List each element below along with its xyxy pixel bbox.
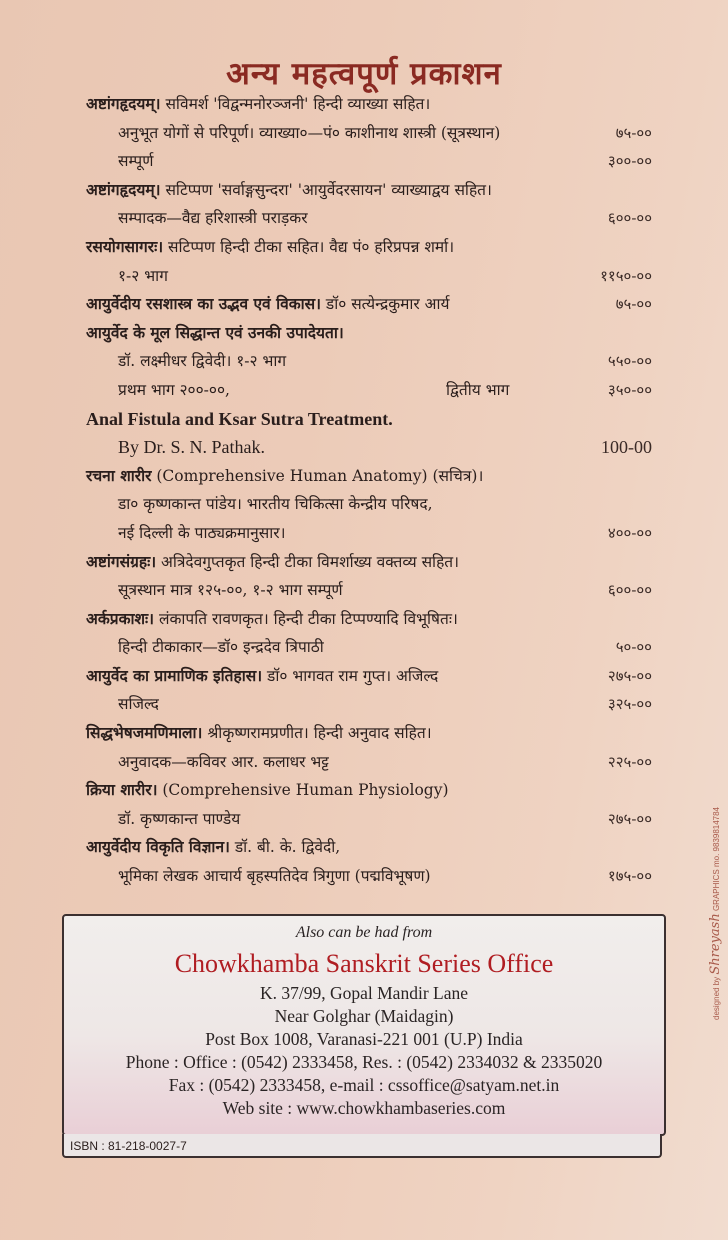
item-detail: लंकापति रावणकृत। हिन्दी टीका टिप्पण्यादि विभूषितः। (154, 609, 458, 628)
item-title: क्रिया शारीर। (86, 780, 158, 800)
item-title: अष्टांगहृदयम्। (86, 179, 161, 199)
item-detail-secondary: द्वितीय भाग (446, 380, 510, 399)
item-price: ३५०-०० (607, 380, 652, 399)
list-item (86, 90, 652, 119)
list-item (86, 776, 652, 805)
item-price: २७५-०० (607, 809, 652, 828)
publisher-box (62, 914, 666, 1136)
list-item (86, 319, 652, 348)
item-detail: श्रीकृष्णरामप्रणीत। हिन्दी अनुवाद सहित। (202, 724, 432, 743)
item-detail: By Dr. S. N. Pathak. (118, 437, 266, 458)
list-item (86, 633, 652, 662)
publication-list (86, 90, 652, 891)
item-title: रसयोगसागरः। (86, 236, 164, 256)
list-item (86, 262, 652, 291)
item-detail: सविमर्श 'विद्वन्मनोरञ्जनी' हिन्दी व्याख्या सहित। (160, 95, 431, 113)
item-price: ७५-०० (615, 295, 652, 314)
publisher-name: Chowkhamba Sanskrit Series Office (174, 949, 554, 978)
item-detail: डॉ. बी. के. द्विवेदी, (229, 838, 341, 857)
item-detail: १-२ भाग (118, 266, 168, 285)
item-detail: डॉ० भागवत राम गुप्त। अजिल्द (262, 666, 439, 685)
item-price: ५०-०० (615, 638, 652, 657)
list-item (86, 662, 652, 691)
credit-pre: designed by (712, 976, 721, 1020)
list-item (86, 690, 652, 719)
list-item (86, 233, 652, 262)
page-heading: अन्य महत्वपूर्ण प्रकाशन (226, 56, 502, 92)
item-detail: सजिल्द (118, 695, 159, 714)
item-price: ७५-०० (615, 123, 652, 142)
list-item (86, 748, 652, 777)
item-detail: अनुभूत योगों से परिपूर्ण। व्याख्या०—पं० काशीनाथ शास्त्री (सूत्रस्थान) (118, 123, 501, 142)
list-item (86, 548, 652, 577)
item-title: आयुर्वेद का प्रामाणिक इतिहास। (86, 665, 263, 685)
item-price: ११५०-०० (600, 266, 652, 285)
list-item (86, 719, 652, 748)
item-price: ३२५-०० (607, 695, 652, 714)
item-detail: प्रथम भाग २००-००, (118, 380, 230, 399)
item-price: ४००-०० (607, 523, 652, 542)
phone-line: Phone : Office : (0542) 2333458, Res. : (0542) 2334032 & 2335020 (125, 1052, 603, 1072)
item-title: Anal Fistula and Ksar Sutra Treatment. (86, 408, 393, 429)
list-item (86, 833, 652, 862)
item-detail: भूमिका लेखक आचार्य बृहस्पतिदेव त्रिगुणा (पद्मविभूषण) (118, 867, 431, 886)
item-title: आयुर्वेद के मूल सिद्धान्त एवं उनकी उपादेयता। (86, 322, 344, 342)
item-title: आयुर्वेदीय रसशास्त्र का उद्भव एवं विकास। (86, 294, 321, 314)
list-item (86, 605, 652, 634)
item-title: अर्कप्रकाशः। (86, 608, 155, 628)
list-item (86, 119, 652, 148)
list-item (86, 862, 652, 891)
list-item (86, 805, 652, 834)
item-detail: (Comprehensive Human Physiology) (157, 781, 449, 800)
item-detail: डॉ० सत्येन्द्रकुमार आर्य (320, 295, 450, 314)
item-title: अष्टांगहृदयम्। (86, 94, 161, 113)
address-line-1: K. 37/99, Gopal Mandir Lane (259, 983, 468, 1003)
item-detail: हिन्दी टीकाकार—डॉ० इन्द्रदेव त्रिपाठी (118, 638, 324, 657)
also-label: Also can be had from (295, 924, 433, 941)
list-item (86, 347, 652, 376)
fax-email-line: Fax : (0542) 2333458, e-mail : cssoffice@satyam.net.in (168, 1075, 560, 1095)
item-price: २७५-०० (607, 666, 652, 685)
credit-post: GRAPHICS mo. 9839814784 (712, 806, 721, 912)
item-detail: नई दिल्ली के पाठ्यक्रमानुसार। (118, 523, 286, 542)
address-line-3: Post Box 1008, Varanasi-221 001 (U.P) India (205, 1029, 523, 1049)
list-item (86, 147, 652, 176)
designer-credit (708, 740, 723, 1020)
list-item (86, 576, 652, 605)
item-detail: सूत्रस्थान मात्र १२५-००, १-२ भाग सम्पूर्ण (118, 581, 343, 600)
list-item (86, 376, 652, 405)
item-detail: (Comprehensive Human Anatomy) (सचित्र)। (151, 466, 484, 485)
list-item (86, 405, 652, 434)
item-detail: सम्पूर्ण (118, 152, 154, 171)
list-item (86, 290, 652, 319)
item-price: ३००-०० (607, 152, 652, 171)
item-detail: सम्पादक—वैद्य हरिशास्त्री पराड़कर (118, 209, 308, 228)
item-detail: डा० कृष्णकान्त पांडेय। भारतीय चिकित्सा केन्द्रीय परिषद, (118, 495, 433, 514)
list-item (86, 490, 652, 519)
list-item (86, 462, 652, 491)
item-detail: अत्रिदेवगुप्तकृत हिन्दी टीका विमर्शाख्य वक्तव्य सहित। (156, 552, 460, 571)
item-price: ६००-०० (607, 581, 652, 600)
item-detail: डॉ. लक्ष्मीधर द्विवेदी। १-२ भाग (118, 352, 287, 371)
isbn-label: ISBN : 81-218-0027-7 (62, 1134, 662, 1158)
item-price: ६००-०० (607, 209, 652, 228)
item-title: रचना शारीर (86, 465, 152, 485)
item-title: आयुर्वेदीय विकृति विज्ञान। (86, 837, 230, 857)
list-item (86, 204, 652, 233)
list-item (86, 519, 652, 548)
item-detail: सटिप्पण हिन्दी टीका सहित। वैद्य पं० हरिप्रपन्न शर्मा। (163, 237, 455, 256)
item-price: १७५-०० (607, 867, 652, 886)
item-price: 100-00 (601, 437, 652, 458)
item-title: अष्टांगसंग्रहः। (86, 551, 157, 571)
credit-signature: Shreyash (708, 913, 723, 975)
item-detail: अनुवादक—कविवर आर. कलाधर भट्ट (118, 752, 329, 771)
website-line: Web site : www.chowkhambaseries.com (222, 1098, 506, 1118)
list-item (86, 176, 652, 205)
item-price: ५५०-०० (607, 352, 652, 371)
list-item (86, 433, 652, 462)
address-line-2: Near Golghar (Maidagin) (274, 1006, 454, 1026)
item-price: २२५-०० (607, 752, 652, 771)
item-title: सिद्धभेषजमणिमाला। (86, 723, 203, 743)
item-detail: सटिप्पण 'सर्वाङ्गसुन्दरा' 'आयुर्वेदरसायन' व्याख्याद्वय सहित। (160, 180, 492, 199)
item-detail: डॉ. कृष्णकान्त पाण्डेय (118, 809, 241, 828)
